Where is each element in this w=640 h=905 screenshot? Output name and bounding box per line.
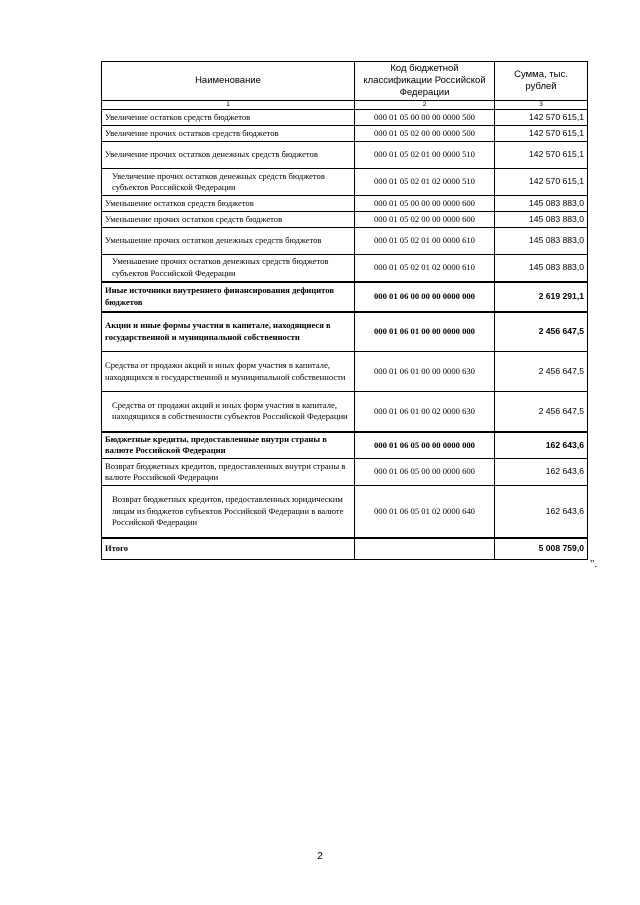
table-row <box>102 126 588 142</box>
row-sum: 142 570 615,1 <box>495 126 588 142</box>
row-name: Иные источники внутреннего финансирования дефицитов бюджетов <box>102 282 355 312</box>
table-row <box>102 142 588 169</box>
row-code: 000 01 06 00 00 00 0000 000 <box>355 282 495 312</box>
row-sum: 162 643,6 <box>495 459 588 486</box>
row-code: 000 01 05 02 01 02 0000 510 <box>355 169 495 196</box>
row-code: 000 01 06 01 00 02 0000 630 <box>355 392 495 432</box>
table-row <box>102 432 588 459</box>
row-sum: 142 570 615,1 <box>495 169 588 196</box>
row-code: 000 01 06 05 00 00 0000 600 <box>355 459 495 486</box>
row-name: Средства от продажи акций и иных форм участия в капитале, находящихся в государственной и муниципальной собственности <box>102 352 355 392</box>
column-number: 1 <box>102 101 355 110</box>
table-row <box>102 169 588 196</box>
row-name: Акции и иные формы участия в капитале, находящиеся в государственной и муниципальной собственности <box>102 312 355 352</box>
row-name: Увеличение остатков средств бюджетов <box>102 110 355 126</box>
table-header-row <box>102 62 588 101</box>
row-name: Увеличение прочих остатков денежных средств бюджетов <box>102 142 355 169</box>
row-code: 000 01 05 02 01 00 0000 610 <box>355 228 495 255</box>
row-sum: 142 570 615,1 <box>495 110 588 126</box>
row-name: Уменьшение прочих остатков средств бюджетов <box>102 212 355 228</box>
table-row <box>102 196 588 212</box>
table-row <box>102 255 588 282</box>
row-name: Уменьшение прочих остатков денежных средств бюджетов <box>102 228 355 255</box>
table-row <box>102 459 588 486</box>
row-code: 000 01 05 02 01 00 0000 510 <box>355 142 495 169</box>
table-row <box>102 392 588 432</box>
row-sum: 162 643,6 <box>495 432 588 459</box>
row-code: 000 01 05 02 00 00 0000 500 <box>355 126 495 142</box>
row-sum: 2 456 647,5 <box>495 352 588 392</box>
total-sum: 5 008 759,0 <box>495 538 588 560</box>
table-row <box>102 312 588 352</box>
row-sum: 162 643,6 <box>495 486 588 538</box>
row-code: 000 01 05 02 01 02 0000 610 <box>355 255 495 282</box>
closing-quote: ". <box>590 558 598 570</box>
table-row <box>102 486 588 538</box>
row-code: 000 01 06 01 00 00 0000 630 <box>355 352 495 392</box>
row-code: 000 01 05 00 00 00 0000 500 <box>355 110 495 126</box>
row-name: Увеличение прочих остатков средств бюджетов <box>102 126 355 142</box>
row-name: Увеличение прочих остатков денежных средств бюджетов субъектов Российской Федерации <box>102 169 355 196</box>
total-code <box>355 538 495 560</box>
table-row <box>102 282 588 312</box>
row-sum: 145 083 883,0 <box>495 255 588 282</box>
table-row <box>102 212 588 228</box>
row-code: 000 01 05 00 00 00 0000 600 <box>355 196 495 212</box>
table-row <box>102 352 588 392</box>
header-code: Код бюджетной классификации Российской Федерации <box>355 62 495 101</box>
row-name: Возврат бюджетных кредитов, предоставленных внутри страны в валюте Российской Федерации <box>102 459 355 486</box>
row-code: 000 01 05 02 00 00 0000 600 <box>355 212 495 228</box>
budget-sources-table <box>101 61 588 560</box>
row-name: Бюджетные кредиты, предоставленные внутри страны в валюте Российской Федерации <box>102 432 355 459</box>
row-code: 000 01 06 01 00 00 0000 000 <box>355 312 495 352</box>
header-sum: Сумма, тыс. рублей <box>495 62 588 101</box>
row-sum: 145 083 883,0 <box>495 228 588 255</box>
page-number: 2 <box>317 851 323 862</box>
row-sum: 2 456 647,5 <box>495 392 588 432</box>
table-row <box>102 110 588 126</box>
row-sum: 145 083 883,0 <box>495 196 588 212</box>
total-label: Итого <box>102 538 355 560</box>
row-sum: 145 083 883,0 <box>495 212 588 228</box>
row-name: Уменьшение прочих остатков денежных средств бюджетов субъектов Российской Федерации <box>102 255 355 282</box>
column-number-row <box>102 101 588 110</box>
column-number: 3 <box>495 101 588 110</box>
row-code: 000 01 06 05 00 00 0000 000 <box>355 432 495 459</box>
row-name: Уменьшение остатков средств бюджетов <box>102 196 355 212</box>
table-row <box>102 228 588 255</box>
row-sum: 2 456 647,5 <box>495 312 588 352</box>
header-name: Наименование <box>102 62 355 101</box>
row-code: 000 01 06 05 01 02 0000 640 <box>355 486 495 538</box>
column-number: 2 <box>355 101 495 110</box>
row-sum: 2 619 291,1 <box>495 282 588 312</box>
row-sum: 142 570 615,1 <box>495 142 588 169</box>
row-name: Возврат бюджетных кредитов, предоставленных юридическим лицам из бюджетов субъектов Российской Федерации в валюте Российской Федерации <box>102 486 355 538</box>
total-row <box>102 538 588 560</box>
row-name: Средства от продажи акций и иных форм участия в капитале, находящихся в собственности субъектов Российской Федерации <box>102 392 355 432</box>
